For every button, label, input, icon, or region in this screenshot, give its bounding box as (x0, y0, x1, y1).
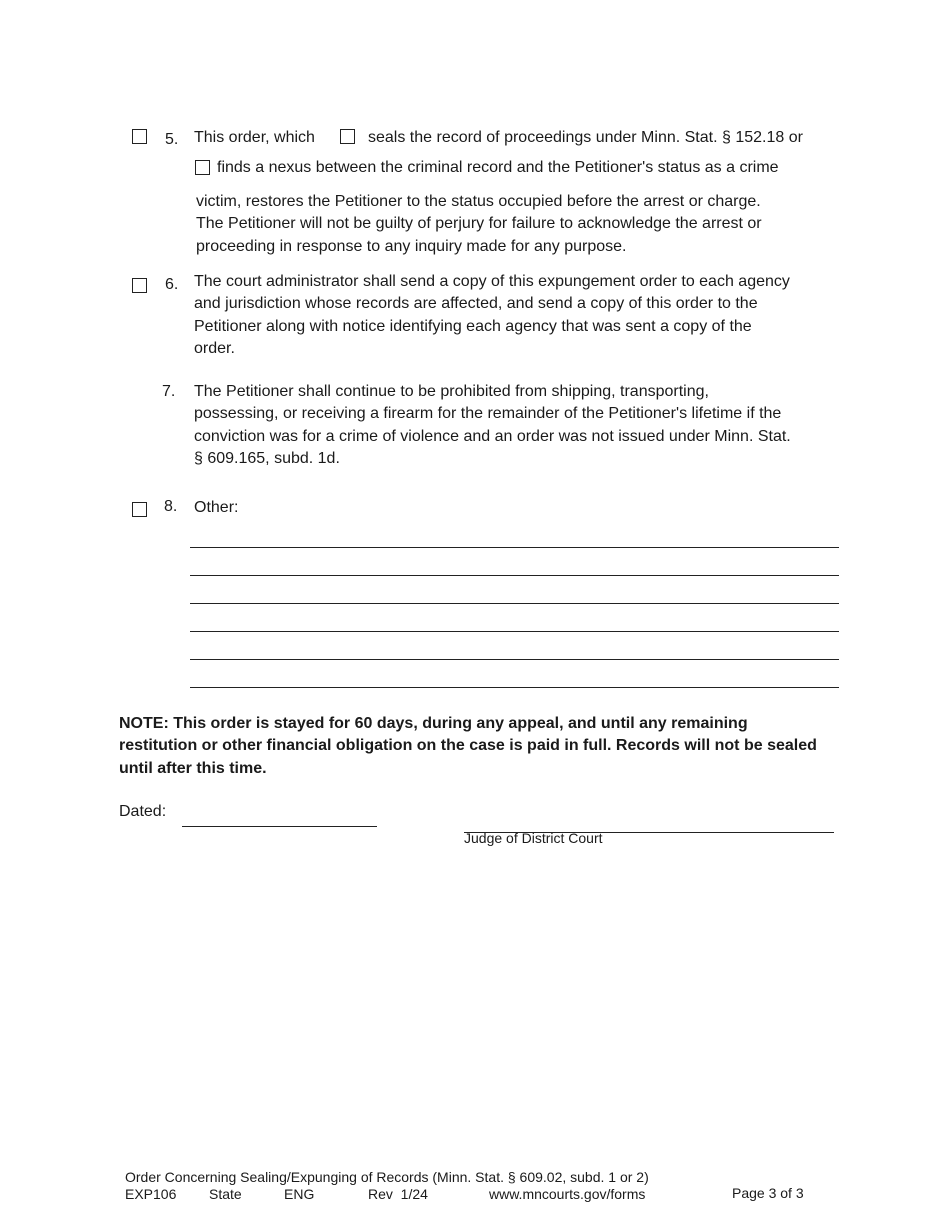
footer-website: www.mncourts.gov/forms (489, 1186, 646, 1202)
item-6-line-2: and jurisdiction whose records are affected, and send a copy of this order to the (194, 295, 758, 312)
item-5-checkbox[interactable] (132, 129, 147, 144)
item-5-option-a-checkbox[interactable] (340, 129, 355, 144)
footer-revision: Rev 1/24 (368, 1186, 428, 1202)
footer-form-id: EXP106 (125, 1186, 177, 1202)
item-6-checkbox[interactable] (132, 278, 147, 293)
item-8-label: Other: (194, 499, 239, 516)
item-8-checkbox[interactable] (132, 502, 147, 517)
note-line-3: until after this time. (119, 759, 267, 777)
other-line-1[interactable] (190, 547, 839, 548)
note-line-1: NOTE: This order is stayed for 60 days, during any appeal, and until any remaining (119, 715, 748, 732)
item-5-line-1: victim, restores the Petitioner to the status occupied before the arrest or charge. (196, 193, 761, 210)
item-7-line-1: The Petitioner shall continue to be prohibited from shipping, transporting, (194, 383, 709, 400)
other-line-3[interactable] (190, 603, 839, 604)
item-7-line-2: possessing, or receiving a firearm for the remainder of the Petitioner's lifetime if the (194, 405, 782, 422)
other-line-5[interactable] (190, 659, 839, 660)
note-line-2: restitution or other financial obligation on the case is paid in full. Records will not be sealed (119, 737, 817, 755)
other-line-2[interactable] (190, 575, 839, 576)
item-6-line-4: order. (194, 340, 235, 357)
item-5-option-a: seals the record of proceedings under Minn. Stat. § 152.18 or (368, 129, 803, 146)
item-7-line-3: conviction was for a crime of violence and an order was not issued under Minn. Stat. (194, 428, 791, 445)
dated-line[interactable] (182, 826, 377, 827)
dated-label: Dated: (119, 803, 167, 820)
item-5-lead: This order, which (194, 129, 315, 146)
item-8-number: 8. (164, 498, 178, 515)
judge-label: Judge of District Court (464, 830, 603, 846)
item-6-line-3: Petitioner along with notice identifying each agency that was sent a copy of the (194, 318, 752, 335)
stay-note (119, 713, 817, 780)
item-7-number: 7. (162, 383, 176, 400)
other-line-6[interactable] (190, 687, 839, 688)
item-5-number: 5. (165, 131, 179, 148)
item-7-line-4: § 609.165, subd. 1d. (194, 450, 340, 467)
footer-jurisdiction: State (209, 1186, 242, 1202)
item-5-option-b-checkbox[interactable] (195, 160, 210, 175)
item-5-line-3: proceeding in response to any inquiry made for any purpose. (196, 238, 627, 255)
item-5-line-2: The Petitioner will not be guilty of perjury for failure to acknowledge the arrest or (196, 215, 762, 232)
footer-title: Order Concerning Sealing/Expunging of Records (Minn. Stat. § 609.02, subd. 1 or 2) (125, 1169, 649, 1185)
item-6-number: 6. (165, 276, 179, 293)
footer-page-number: Page 3 of 3 (732, 1185, 804, 1201)
other-line-4[interactable] (190, 631, 839, 632)
item-6-line-1: The court administrator shall send a copy of this expungement order to each agency (194, 273, 790, 290)
footer-language: ENG (284, 1186, 315, 1202)
item-5-option-b: finds a nexus between the criminal record and the Petitioner's status as a crime (217, 159, 779, 176)
